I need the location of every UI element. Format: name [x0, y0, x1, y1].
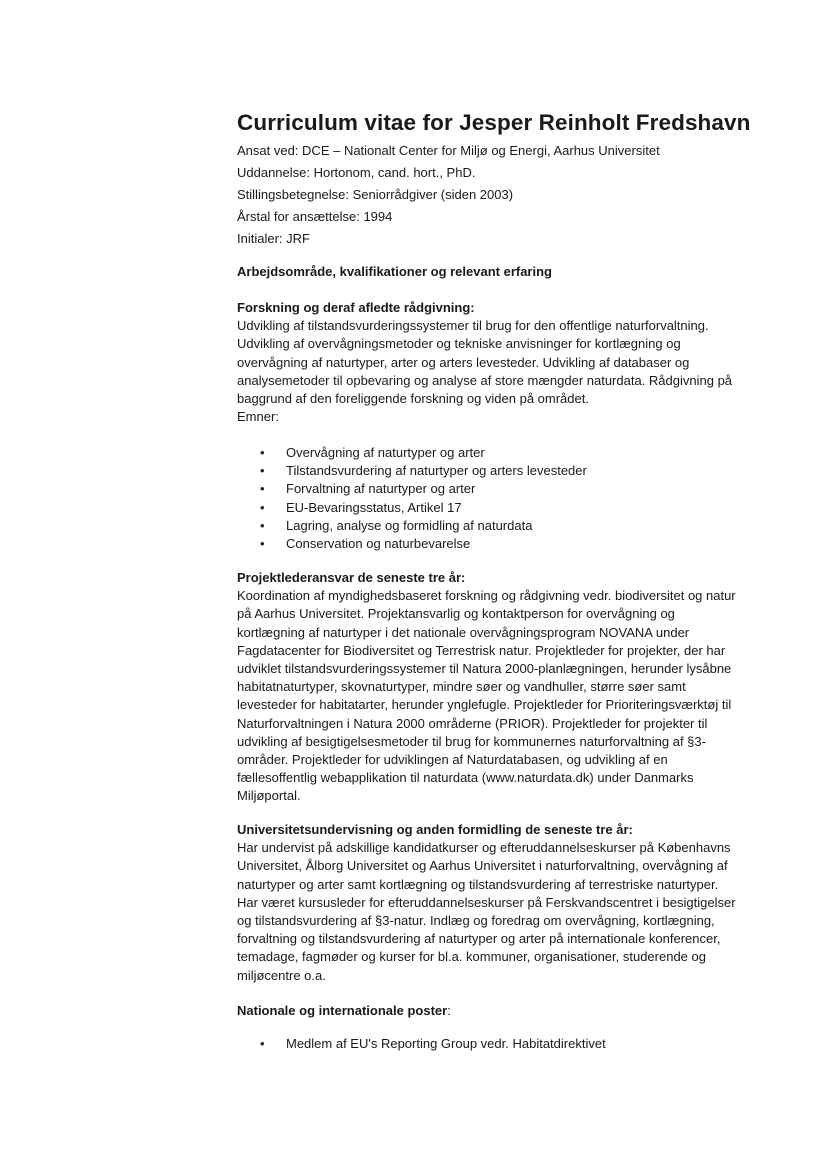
teaching-line: temadage, fagmøder og kurser for bl.a. kommuner, organisationer, studerende og [237, 949, 706, 965]
list-item-text: Tilstandsvurdering af naturtyper og arters levesteder [286, 463, 587, 479]
teaching-section [237, 821, 749, 985]
projects-line: udvikling af besigtigelsesmetoder til brug for kommunernes naturforvaltning af §3- [237, 733, 706, 749]
list-item [237, 499, 587, 517]
bullet-icon: • [260, 517, 265, 533]
posts-heading [237, 1002, 749, 1020]
bullet-icon: • [260, 445, 265, 460]
research-section [237, 299, 749, 426]
meta-education: Uddannelse: Hortonom, cand. hort., PhD. [237, 165, 476, 180]
list-item-text: Overvågning af naturtyper og arter [286, 445, 485, 460]
bullet-icon: • [260, 536, 265, 552]
list-item [237, 535, 587, 553]
list-item [237, 444, 587, 462]
teaching-line: Har været kursusleder for efteruddannelseskurser på Ferskvandscentret i besigtigelser [237, 894, 736, 910]
teaching-line: forvaltning og tilstandsvurdering af naturtyper og arter på internationale konferencer, [237, 931, 721, 947]
meta-job-title: Stillingsbetegnelse: Seniorrådgiver (siden 2003) [237, 187, 514, 202]
research-line: Udvikling af tilstandsvurderingssystemer til brug for den offentlige naturforvaltning. [237, 318, 709, 334]
projects-line: udviklet tilstandsvurderingssystemer til Natura 2000-planlægningen, herunder lysåbne [237, 661, 732, 677]
list-item [237, 462, 587, 480]
projects-line: fællesoffentlig webapplikation til naturdata (www.naturdata.dk) under Danmarks [237, 770, 694, 786]
projects-line: habitatnaturtyper, skovnaturtyper, mindre søer og vandhuller, større søer samt [237, 679, 686, 695]
projects-paragraph [237, 587, 749, 805]
posts-heading-text: Nationale og internationale poster [237, 1003, 448, 1018]
cv-meta [237, 140, 660, 250]
projects-line: områder. Projektleder for udviklingen af Naturdatabasen, og udvikling af en [237, 752, 668, 768]
projects-line: Fagdatacenter for Biodiversitet og Terrestrisk natur. Projektleder for projekter, der har [237, 642, 726, 658]
list-item-text: Lagring, analyse og formidling af naturdata [286, 517, 533, 533]
list-item [237, 480, 587, 498]
teaching-line: og tilstandsvurdering af §3-natur. Indlæg og foredrag om overvågning, kortlægning, [237, 913, 715, 929]
bullet-icon: • [260, 481, 265, 497]
list-item-text: Conservation og naturbevarelse [286, 536, 471, 552]
teaching-line: Har undervist på adskillige kandidatkurser og efteruddannelseskurser på Københavns [237, 840, 731, 856]
meta-initials: Initialer: JRF [237, 231, 310, 246]
bullet-icon: • [260, 1036, 265, 1051]
teaching-heading: Universitetsundervisning og anden formidling de seneste tre år: [237, 822, 633, 837]
research-line: baggrund af den foreliggende forskning og viden på området. [237, 391, 589, 407]
list-item-text: Medlem af EU's Reporting Group vedr. Habitatdirektivet [286, 1036, 606, 1051]
teaching-line: Universitet, Ålborg Universitet og Aarhus Universitet i naturforvaltning, overvågning af [237, 858, 728, 874]
projects-line: på Aarhus Universitet. Projektansvarlig og kontaktperson for overvågning og [237, 606, 675, 622]
posts-list [237, 1035, 606, 1053]
research-paragraph [237, 317, 749, 426]
teaching-line: miljøcentre o.a. [237, 967, 326, 983]
bullet-icon: • [260, 463, 265, 479]
projects-heading: Projektlederansvar de seneste tre år: [237, 570, 466, 585]
projects-line: kortlægning af naturtyper i det nationale overvågningsprogram NOVANA under [237, 624, 690, 640]
list-item-text: EU-Bevaringsstatus, Artikel 17 [286, 499, 462, 515]
research-line: overvågning af naturtyper, arter og arters levesteder. Udvikling af databaser og [237, 354, 690, 370]
list-item-text: Forvaltning af naturtyper og arter [286, 481, 476, 497]
posts-section [237, 1002, 749, 1020]
projects-section [237, 569, 749, 806]
projects-line: Miljøportal. [237, 788, 301, 804]
bullet-icon: • [260, 499, 265, 515]
research-topics-list [237, 444, 587, 553]
research-line: Udvikling af overvågningsmetoder og tekniske anvisninger for kortlægning og [237, 336, 681, 352]
section-heading: Arbejdsområde, kvalifikationer og relevant erfaring [237, 264, 552, 279]
projects-line: Koordination af myndighedsbaseret forskning og rådgivning vedr. biodiversitet og natur [237, 588, 736, 604]
research-topics-label: Emner: [237, 409, 279, 425]
meta-hire-year: Årstal for ansættelse: 1994 [237, 209, 393, 224]
list-item [237, 1035, 606, 1053]
list-item [237, 517, 587, 535]
research-line: analysemetoder til opbevaring og analyse af store mængder naturdata. Rådgivning på [237, 372, 733, 388]
teaching-line: naturtyper og arter samt kortlægning og tilstandsvurdering af terrestriske naturtyper. [237, 876, 719, 892]
teaching-paragraph [237, 839, 749, 985]
projects-line: levesteder for habitatarter, herunder ynglefugle. Projektleder for Prioriteringsværktøj til [237, 697, 732, 713]
page-title: Curriculum vitae for Jesper Reinholt Fredshavn [237, 110, 751, 135]
meta-employer: Ansat ved: DCE – Nationalt Center for Miljø og Energi, Aarhus Universitet [237, 143, 660, 158]
projects-line: Naturforvaltningen i Natura 2000 områderne (PRIOR). Projektleder for projekter til [237, 715, 708, 731]
posts-heading-colon: : [447, 1003, 451, 1018]
research-heading: Forskning og deraf afledte rådgivning: [237, 300, 475, 315]
